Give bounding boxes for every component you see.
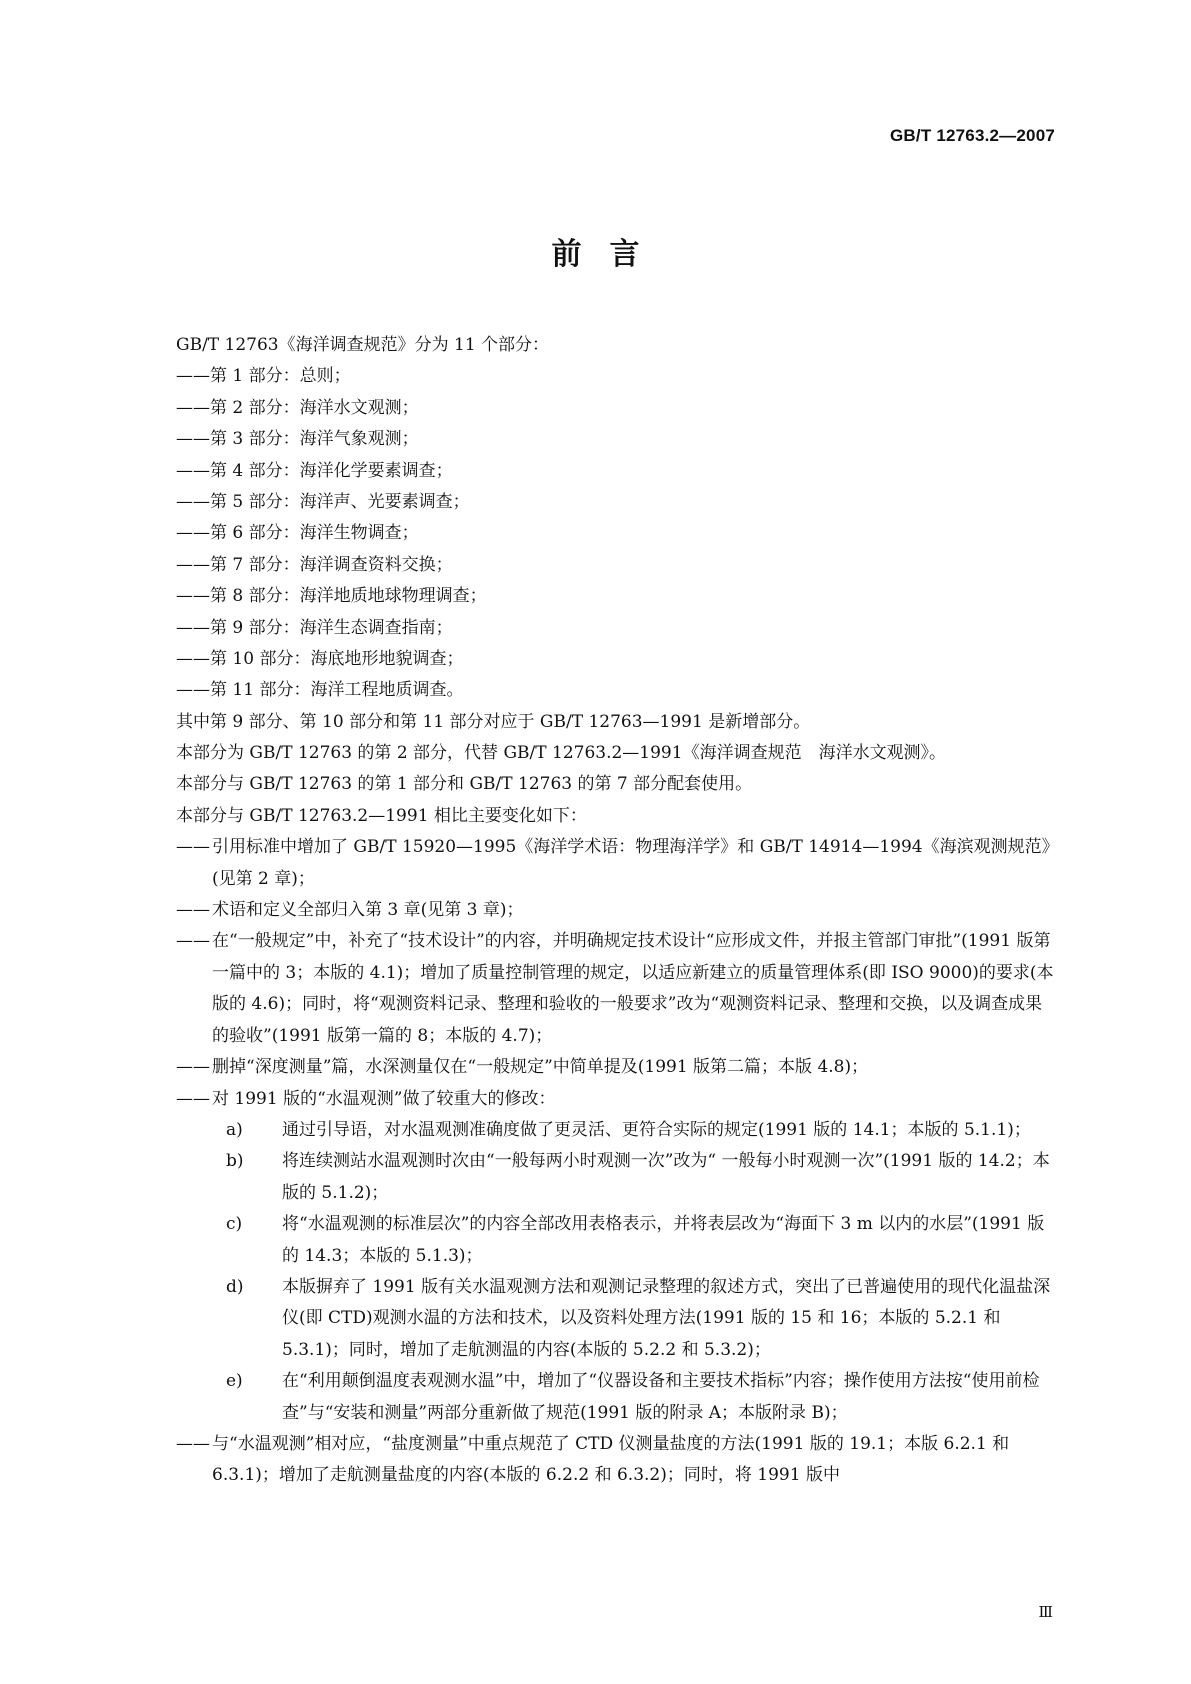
sub-item-text: 将“水温观测的标准层次”的内容全部改用表格表示，并将表层改为“海面下 3 m 以内的水层”(1991 版的 14.3；本版的 5.1.3)； [282,1214,1045,1266]
change-text: 术语和定义全部归入第 3 章(见第 3 章)； [212,900,524,921]
sub-item-text: 本版摒弃了 1991 版有关水温观测方法和观测记录整理的叙述方式，突出了已普遍使用的现代化温盐深仪(即 CTD)观测水温的方法和技术，以及资料处理方法(1991 版的 15 和 16；本版的 5.2.1 和 5.3.1)；同时，增加了走航测温的内容(本版的 5.2.2 和 5.3.2)； [282,1276,1051,1360]
intro-line: GB/T 12763《海洋调查规范》分为 11 个部分： [176,335,550,355]
sub-item [176,1272,1056,1366]
part-list-item: ——第 11 部分：海洋工程地质调查。 [176,680,464,701]
part-list-item: ——第 4 部分：海洋化学要素调查； [176,460,453,481]
sub-item-text: 在“利用颠倒温度表观测水温”中，增加了“仪器设备和主要技术指标”内容；操作使用方法按“使用前检查”与“安装和测量”两部分重新做了规范(1991 版的附录 A；本版附录 B)； [282,1371,1040,1423]
change-item [176,926,1056,1052]
change-text: 与“水温观测”相对应，“盐度测量”中重点规范了 CTD 仪测量盐度的方法(1991 版的 19.1；本版 6.2.1 和 6.3.1)；增加了走航测量盐度的内容(本版的 6.2.2 和 6.3.2)；同时，将 1991 版中 [212,1433,1010,1486]
dash-mark: —— [176,931,210,952]
change-item [176,1052,1056,1083]
page-title: 前言 [551,237,668,272]
change-item [176,1084,1056,1115]
change-text: 引用标准中增加了 GB/T 15920—1995《海洋学术语：物理海洋学》和 GB/T 14914—1994《海滨观测规范》(见第 2 章)； [212,837,1051,889]
part-list-item: ——第 8 部分：海洋地质地球物理调查； [176,586,487,607]
part-list-item: ——第 1 部分：总则； [176,366,351,387]
dash-mark: —— [176,1433,210,1454]
part-list-item: ——第 5 部分：海洋声、光要素调查； [176,491,470,512]
sub-item-label: a) [226,1119,243,1140]
change-item [176,895,1056,926]
dash-mark: —— [176,900,210,921]
change-text: 在“一般规定”中，补充了“技术设计”的内容，并明确规定技术设计“应形成文件，并报主管部门审批”(1991 版第一篇中的 3；本版的 4.1)；增加了质量控制管理的规定，以适应新建立的质量管理体系(即 ISO 9000)的要求(本版的 4.6)；同时，将“观测资料记录、整理和验收的一般要求”改为“观测资料记录、整理和交换，以及调查成果的验收”(1991 版第一篇的 8；本版的 4.7)； [212,931,1054,1046]
standard-code: GB/T 12763.2—2007 [890,126,1055,145]
sub-item-text: 通过引导语，对水温观测准确度做了更灵活、更符合实际的规定(1991 版的 14.1；本版的 5.1.1)； [282,1119,1031,1140]
document-body [176,330,1056,1492]
sub-item [176,1146,1056,1209]
dash-mark: —— [176,837,210,858]
change-item [176,1429,1056,1492]
sub-item [176,1115,1056,1146]
part-list-item: ——第 2 部分：海洋水文观测； [176,397,419,418]
dash-mark: —— [176,1057,210,1078]
part-list-item: ——第 3 部分：海洋气象观测； [176,429,419,450]
sub-item-label: d) [226,1276,244,1297]
sub-item-label: e) [226,1371,243,1392]
sub-item [176,1366,1056,1429]
part-list-item: ——第 7 部分：海洋调查资料交换； [176,554,453,575]
part-list-item: ——第 9 部分：海洋生态调查指南； [176,617,453,638]
paragraph: 其中第 9 部分、第 10 部分和第 11 部分对应于 GB/T 12763—1991 是新增部分。 [176,711,811,732]
part-list-item: ——第 10 部分：海底地形地貌调查； [176,648,464,669]
change-item [176,832,1056,895]
change-text: 对 1991 版的“水温观测”做了较重大的修改： [212,1088,556,1109]
sub-item-label: b) [226,1151,244,1172]
sub-item-label: c) [226,1214,243,1235]
dash-mark: —— [176,1088,210,1109]
part-list-item: ——第 6 部分：海洋生物调查； [176,523,419,544]
paragraph: 本部分与 GB/T 12763 的第 1 部分和 GB/T 12763 的第 7 部分配套使用。 [176,774,753,795]
page-number: Ⅲ [1038,1603,1053,1621]
paragraph: 本部分与 GB/T 12763.2—1991 相比主要变化如下： [176,805,587,826]
paragraph: 本部分为 GB/T 12763 的第 2 部分，代替 GB/T 12763.2—1991《海洋调查规范 海洋水文观测》。 [176,743,947,764]
sub-item [176,1209,1056,1272]
change-text: 删掉“深度测量”篇，水深测量仅在“一般规定”中简单提及(1991 版第二篇；本版 4.8)； [212,1057,869,1078]
sub-item-text: 将连续测站水温观测时次由“一般每两小时观测一次”改为“ 一般每小时观测一次”(1991 版的 14.2；本版的 5.1.2)； [282,1151,1050,1203]
